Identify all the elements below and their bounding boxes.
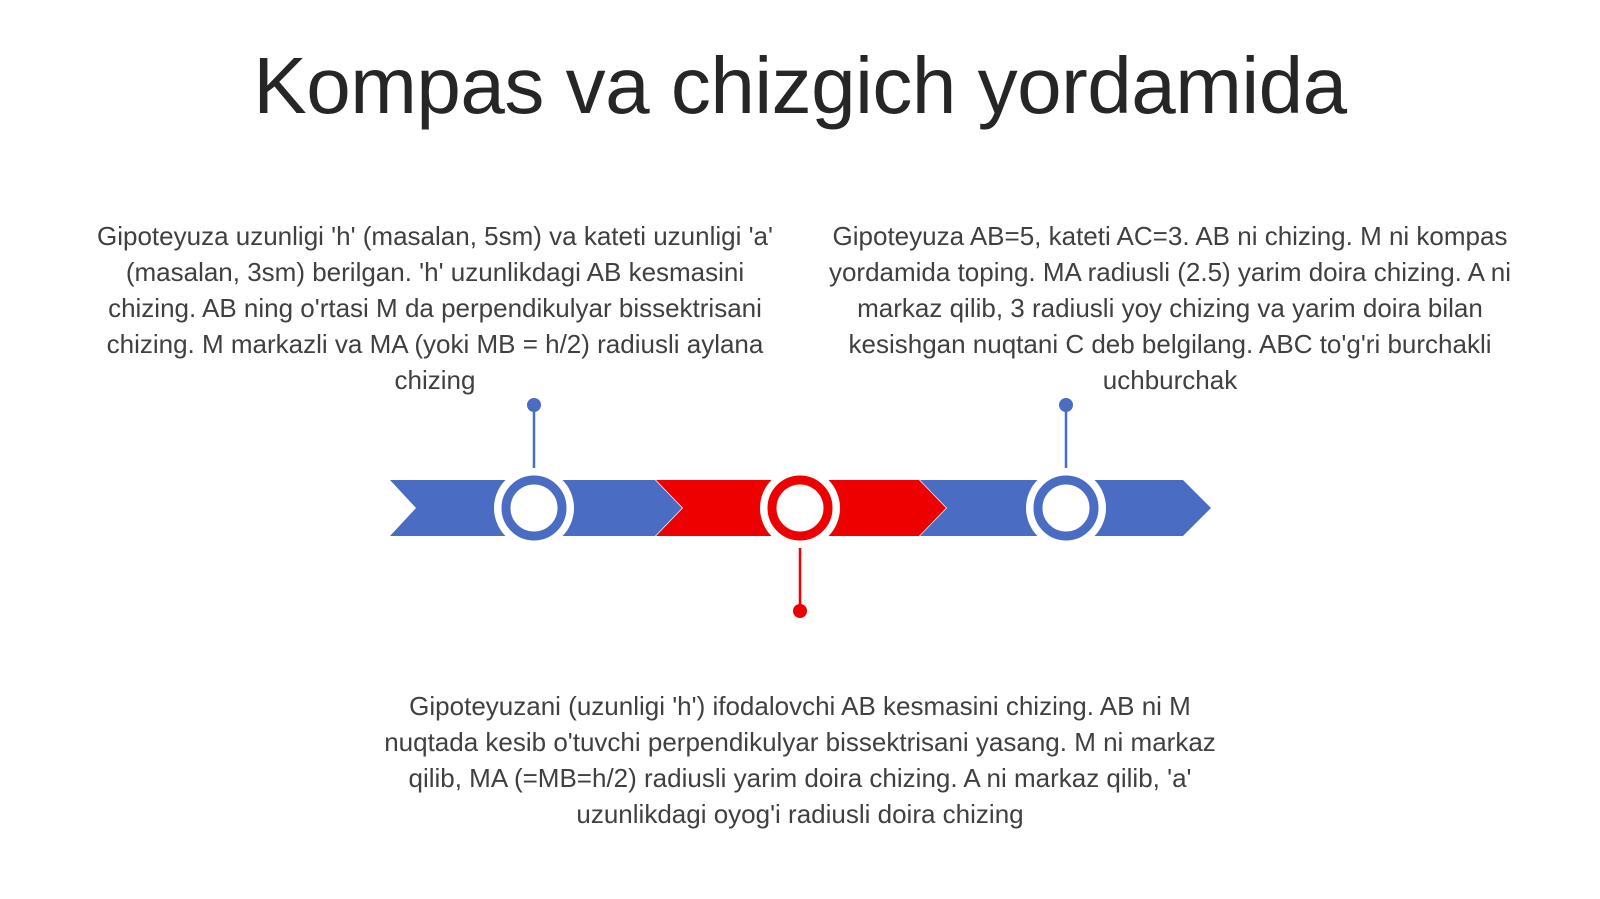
slide-title: Kompas va chizgich yordamida (253, 41, 1347, 130)
step-2-dot (793, 604, 807, 618)
step-3-marker (1038, 480, 1094, 536)
step-2-marker (772, 480, 828, 536)
step-1-text: Gipoteyuza uzunligi 'h' (masalan, 5sm) va kateti uzunligi 'a' (masalan, 3sm) berilgan. 'h' uzunlikdagi AB kesmasini chizing. AB ning o'rtasi M da perpendikulyar bissektrisani chizing. M markazli va MA (yoki MB = h/2) radiusli aylana chizing (97, 221, 773, 395)
step-3-text: Gipoteyuza AB=5, kateti AC=3. AB ni chizing. M ni kompas yordamida toping. MA radiusli (2.5) yarim doira chizing. A ni markaz qilib, 3 radiusli yoy chizing va yarim doira bilan kesishgan nuqtani C deb belgilang. ABC to'g'ri burchakli uchburchak (828, 221, 1512, 395)
step-1-dot (527, 398, 541, 412)
step-2-text: Gipoteyuzani (uzunligi 'h') ifodalovchi AB kesmasini chizing. AB ni M nuqtada kesib o'tuvchi perpendikulyar bissektrisani yasang. M ni markaz qilib, MA (=MB=h/2) radiusli yarim doira chizing. A ni markaz qilib, 'a' uzunlikdagi oyog'i radiusli doira chizing (384, 691, 1216, 829)
step-1-marker (506, 480, 562, 536)
step-3-dot (1059, 398, 1073, 412)
